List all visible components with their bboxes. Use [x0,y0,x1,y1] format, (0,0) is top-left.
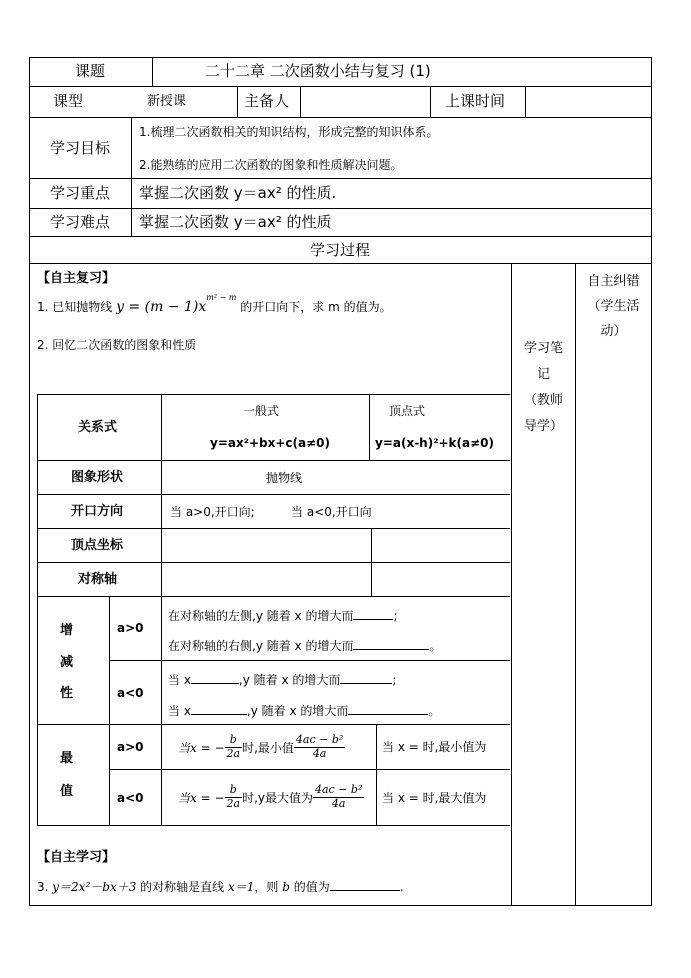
self-correct-line: 动） [600,324,627,339]
general-form: y=ax²+bx+c(a≠0) [210,436,330,450]
frame-line [29,208,652,209]
self-correct-column [576,269,651,344]
mono-end: ; [392,673,397,687]
key-point-text: 掌握二次函数 y＝ax² 的性质. [139,184,337,202]
inner-line [109,596,110,826]
fraction-extreme-value: $\frac{\text{4ac − b²}}{4a}$ [315,782,363,810]
extreme-negative-formula [178,778,364,816]
answer-blank[interactable] [191,671,239,684]
difficulty-text: 掌握二次函数 y＝ax² 的性质 [139,213,332,231]
monotonic-label-char: 减 [60,655,74,670]
frame-line [131,117,132,237]
q3-line: x＝1 [228,880,255,894]
inner-line [37,562,510,563]
a-negative-label: a<0 [117,686,144,700]
mono-text: 当 x [168,704,191,718]
inner-line [371,528,372,596]
q3-mid: 的对称轴是直线 [140,880,225,894]
objective-item: 1.梳理二次函数相关的知识结构，形成完整的知识体系。 [139,125,439,139]
difficulty-label: 学习难点 [50,213,111,231]
q1-prefix: 1. 已知抛物线 [37,300,113,314]
q3-formula: y＝2x²－bx＋3 [52,880,137,894]
inner-line [37,596,510,597]
lesson-type-label: 课型 [53,92,84,110]
objectives-label: 学习目标 [50,139,111,157]
question-2: 2. 回忆二次函数的图象和性质 [37,338,197,352]
relation-label: 关系式 [78,420,118,435]
a-positive-label: a>0 [117,740,144,754]
q3-prefix: 3. [37,880,53,894]
lesson-type: 新授课 [147,94,187,109]
self-correct-line: 自主纠错 [587,274,640,289]
inner-line [161,394,162,596]
frame-line [29,236,652,237]
monotonic-positive-right [168,637,441,652]
extreme-label-char: 最 [60,751,74,766]
frame-bottom [29,905,652,906]
frame-left [29,57,30,906]
vertex-form: y=a(x-h)²+k(a≠0) [375,436,494,450]
axis-label: 对称轴 [78,572,118,587]
key-point-label: 学习重点 [50,184,111,202]
fraction-extreme-value: $\frac{\text{4ac − b²}}{4a}$ [295,732,344,760]
mono-text: 在对称轴的左侧,y 随着 x 的增大而 [168,609,354,623]
mono-text: ,y 随着 x 的增大而 [246,704,349,718]
frame-line [237,86,238,118]
notes-line: 记 [536,367,550,382]
fraction-b-over-2a: $\frac{b}{2a}$ [226,732,241,760]
opening-negative: 当 a<0,开口向 [291,505,372,519]
notes-line: （教师 [523,393,563,408]
q3-var: b [282,880,290,894]
review-heading: 【自主复习】 [37,271,116,286]
vertex-coord-label: 顶点坐标 [71,538,124,553]
monotonic-negative-2 [168,702,440,717]
question-1 [37,293,392,315]
answer-blank[interactable] [340,671,392,684]
notes-column [512,336,575,440]
notes-line: 导学） [523,419,563,434]
ext-mid: 时,y最大值为 [242,790,313,805]
frame-line [29,263,652,264]
ext-mid: 时,最小值 [242,740,294,755]
shape-label: 图象形状 [71,470,124,485]
self-correct-line: （学生活 [587,299,640,314]
opening-label: 开口方向 [71,504,124,519]
q1-suffix: 的开口向下，求 m 的值为。 [240,300,392,314]
inner-line [109,769,510,770]
a-negative-label: a<0 [117,791,144,805]
monotonic-negative-1 [168,671,396,686]
inner-line [37,528,510,529]
inner-line [37,825,510,826]
objective-item: 2.能熟练的应用二次函数的图象和性质解决问题。 [139,158,403,172]
answer-blank[interactable] [348,702,428,715]
inner-line [369,394,370,460]
a-positive-label: a>0 [117,621,144,635]
class-time-label: 上课时间 [445,92,506,110]
question-3 [37,878,404,893]
inner-line [37,394,38,826]
inner-line [161,596,162,826]
ext-prefix: 当x = − [178,790,225,805]
opening-positive: 当 a>0,开口向; [170,505,255,519]
q1-exponent: m² − m [206,293,237,302]
q3-end: 的值为 [293,880,330,894]
q1-formula: y = (m − 1)x [116,299,207,315]
answer-blank[interactable] [353,637,429,650]
inner-line [37,724,510,725]
inner-line [37,394,510,395]
frame-line [525,86,526,118]
shape-value: 抛物线 [266,471,303,485]
self-study-heading: 【自主学习】 [37,850,116,865]
answer-blank[interactable] [330,878,400,891]
mono-text: 当 x [168,673,191,687]
notes-line: 学习笔 [523,341,563,356]
frame-line [575,263,576,906]
frame-line [430,86,431,118]
answer-blank[interactable] [191,702,247,715]
fraction-b-over-2a: $\frac{b}{2a}$ [226,782,241,810]
monotonic-positive-left [168,607,398,622]
frame-line [29,86,652,87]
extreme-negative-vertex: 当 x = 时,最大值为 [382,791,487,805]
inner-line [37,460,510,461]
mono-text: ,y 随着 x 的增大而 [238,673,341,687]
ext-prefix: 当x = − [178,740,225,755]
inner-line [376,724,377,826]
extreme-positive-formula [178,728,345,766]
frame-top [29,57,652,58]
q3-period: . [399,880,404,894]
lesson-title: 二十二章 二次函数小结与复习 (1) [205,62,431,80]
q3-suffix: ，则 [254,880,279,894]
inner-line [37,494,510,495]
mono-end: ; [393,609,398,623]
mono-end: 。 [429,639,442,653]
mono-end: 。 [428,704,441,718]
preparer-label: 主备人 [244,92,290,110]
frame-line [29,178,652,179]
frame-line [29,117,652,118]
lesson-title-label: 课题 [75,62,106,80]
frame-right [651,57,652,906]
mono-text: 在对称轴的右侧,y 随着 x 的增大而 [168,639,354,653]
extreme-positive-vertex: 当 x = 时,最小值为 [382,740,487,754]
inner-line [109,660,510,661]
frame-line [300,86,301,118]
monotonic-label-char: 增 [60,623,74,638]
extreme-label-char: 值 [60,784,74,799]
process-title: 学习过程 [310,241,371,259]
general-form-label: 一般式 [243,404,280,418]
frame-line [152,57,153,87]
vertex-form-label: 顶点式 [389,404,426,418]
monotonic-label-char: 性 [60,686,74,701]
answer-blank[interactable] [353,607,393,620]
